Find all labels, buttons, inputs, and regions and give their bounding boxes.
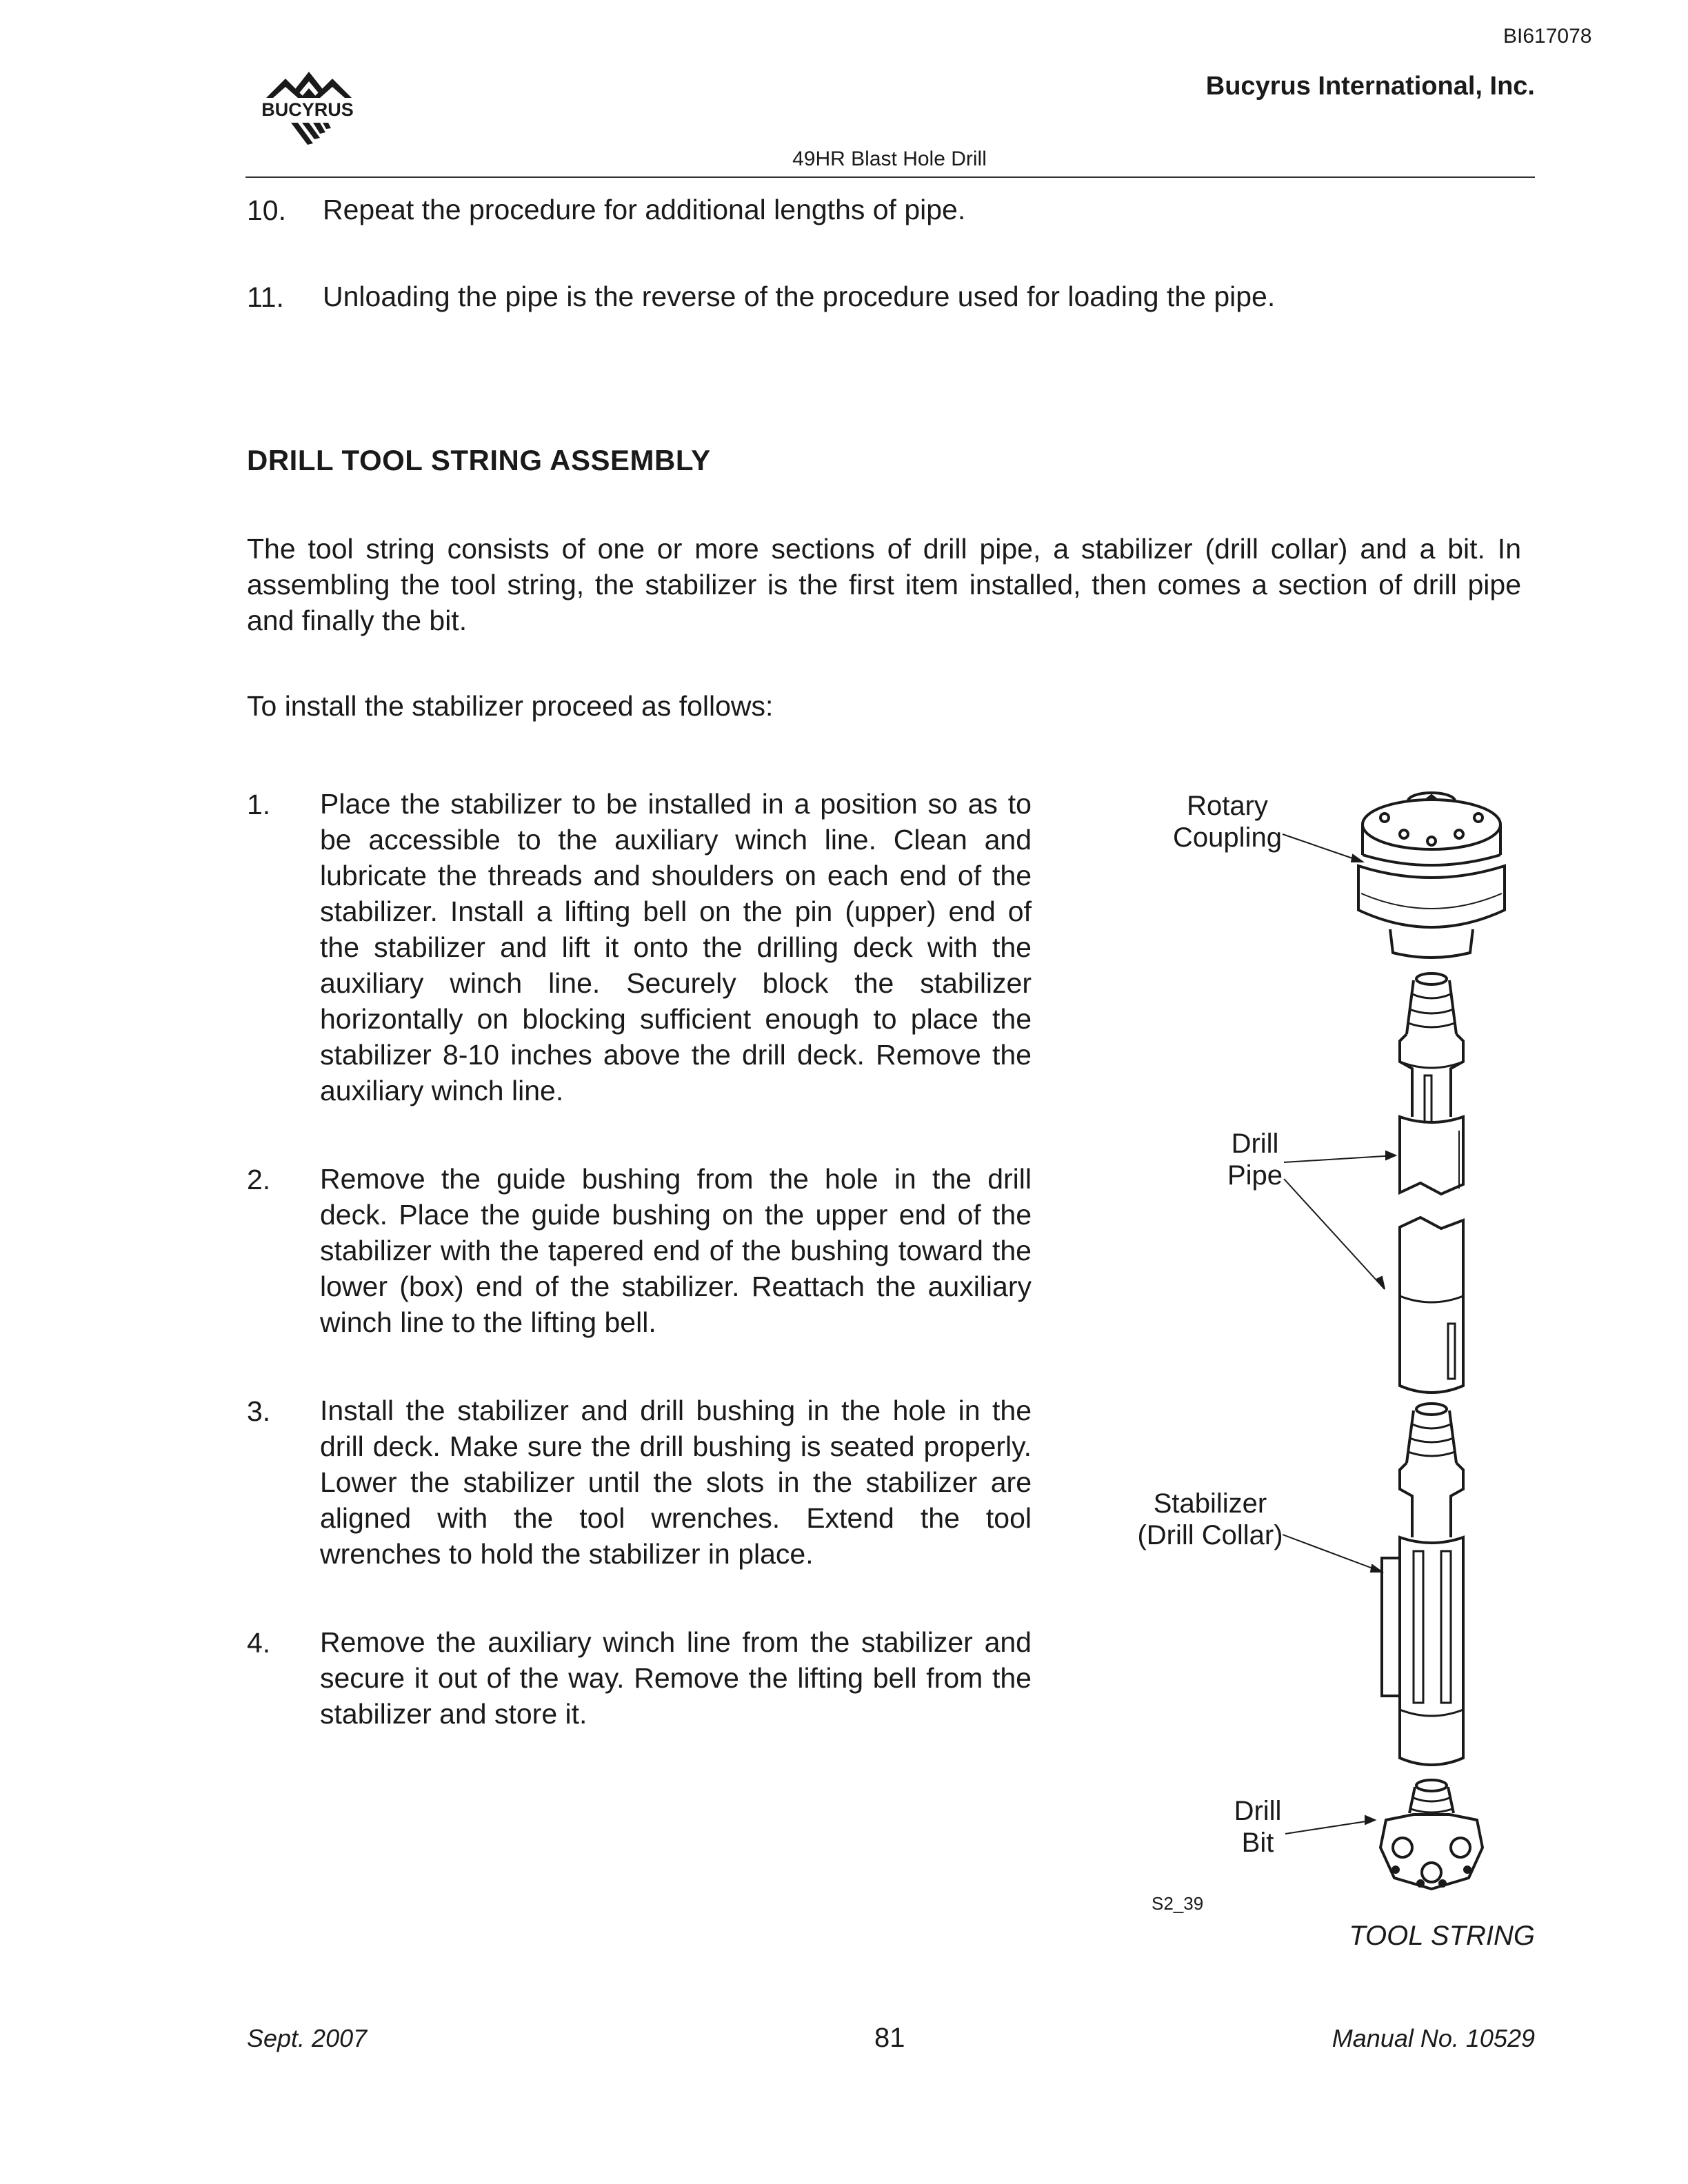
figure-code: S2_39 bbox=[1152, 1893, 1204, 1914]
callout-drill-pipe bbox=[1200, 1128, 1310, 1191]
step-number: 4. bbox=[247, 1627, 271, 1659]
document-id: BI617078 bbox=[1503, 25, 1592, 48]
callout-line: Bit bbox=[1241, 1828, 1274, 1858]
header-divider bbox=[245, 176, 1535, 178]
step-text: Unloading the pipe is the reverse of the procedure used for loading the pipe. bbox=[323, 281, 1276, 312]
step-number: 2. bbox=[247, 1164, 271, 1195]
tool-string-diagram bbox=[1117, 772, 1558, 1903]
drill-pipe-upper-drawing bbox=[1400, 973, 1463, 1194]
manual-subtitle: 49HR Blast Hole Drill bbox=[792, 148, 987, 170]
step-number: 3. bbox=[247, 1395, 271, 1427]
callout-stabilizer bbox=[1117, 1488, 1303, 1551]
company-name: Bucyrus International, Inc. bbox=[1205, 72, 1535, 101]
step-number: 11. bbox=[247, 281, 284, 313]
step-text: Install the stabilizer and drill bushing in the hole in the drill deck. Make sure the drill bushing is seated properly. Lower the stabilizer until the slots in the stabilizer are aligned with the tool wrenches. Extend the tool wrenches to hold the stabilizer in place. bbox=[320, 1395, 1032, 1570]
callout-line: Pipe bbox=[1227, 1160, 1283, 1191]
intro-paragraph: The tool string consists of one or more sections of drill pipe, a stabilizer (drill collar) and a bit. In assembling the tool string, the stabilizer is the first item installed, then comes a section of drill pipe and finally the bit. bbox=[247, 533, 1521, 636]
step-text: Remove the auxiliary winch line from the stabilizer and secure it out of the way. Remove the lifting bell from the stabilizer and store it. bbox=[320, 1626, 1032, 1730]
drill-pipe-lower-drawing bbox=[1400, 1217, 1463, 1393]
callout-line: Drill bbox=[1231, 1129, 1279, 1159]
footer-manual-number: Manual No. 10529 bbox=[1332, 2024, 1535, 2052]
logo-wordmark: BUCYRUS bbox=[261, 99, 354, 120]
callout-line: Coupling bbox=[1173, 822, 1282, 853]
footer-date: Sept. 2007 bbox=[247, 2024, 368, 2052]
step-text: Place the stabilizer to be installed in a position so as to be accessible to the auxiliary winch line. Clean and lubricate the threads and shoulders on each end of the stabilizer. Install a lifting bell on the pin (upper) end of the stabilizer and lift it onto the drilling deck with the auxiliary winch line. Securely block the stabilizer horizontally on blocking sufficient enough to place the stabilizer 8-10 inches above the drill deck. Remove the auxiliary winch line. bbox=[320, 788, 1032, 1106]
section-heading: DRILL TOOL STRING ASSEMBLY bbox=[247, 444, 711, 476]
figure-caption: TOOL STRING bbox=[1349, 1921, 1535, 1951]
rotary-coupling-drawing bbox=[1358, 793, 1505, 958]
lead-in-text: To install the stabilizer proceed as follows: bbox=[247, 690, 774, 722]
callout-drill-bit bbox=[1203, 1795, 1313, 1859]
callout-rotary-coupling bbox=[1145, 790, 1310, 853]
callout-line: Rotary bbox=[1187, 791, 1268, 821]
drill-bit-drawing bbox=[1380, 1780, 1483, 1889]
step-number: 10. bbox=[247, 194, 286, 226]
step-text: Repeat the procedure for additional lengths of pipe. bbox=[323, 194, 966, 225]
leader-lines bbox=[1283, 834, 1396, 1834]
page-number: 81 bbox=[874, 2023, 905, 2053]
callout-line: (Drill Collar) bbox=[1137, 1520, 1283, 1550]
stabilizer-drawing bbox=[1382, 1404, 1463, 1765]
step-text: Remove the guide bushing from the hole in the drill deck. Place the guide bushing on the upper end of the stabilizer with the tapered end of the bushing toward the lower (box) end of the stabilizer. Reattach the auxiliary winch line to the lifting bell. bbox=[320, 1163, 1032, 1338]
step-number: 1. bbox=[247, 789, 271, 820]
callout-line: Drill bbox=[1234, 1796, 1282, 1826]
bucyrus-logo bbox=[245, 69, 370, 152]
callout-line: Stabilizer bbox=[1153, 1488, 1267, 1519]
